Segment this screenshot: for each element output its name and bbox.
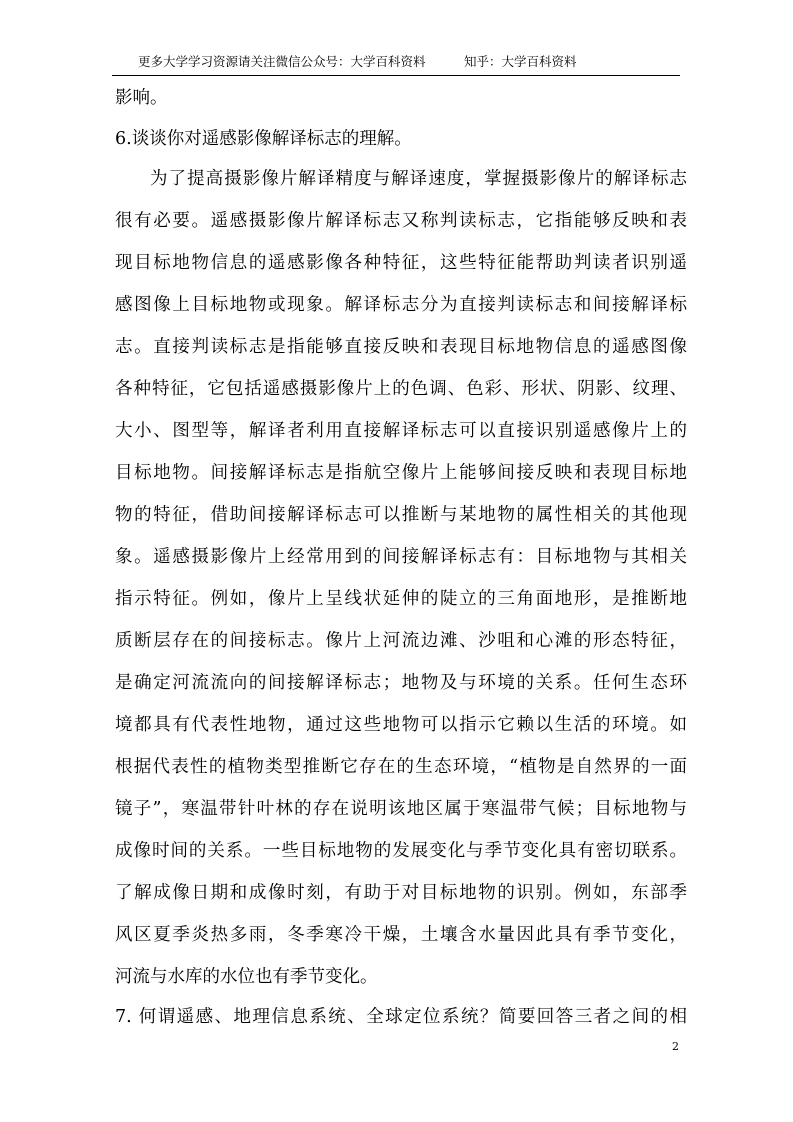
text-line: 影响。 xyxy=(115,88,168,108)
header-right-text: 知乎：大学百科资料 xyxy=(464,54,577,69)
text-line: 感图像上目标地物或现象。解译标志分为直接判读标志和间接解译标 xyxy=(115,295,687,315)
text-line: 物的特征，借助间接解译标志可以推断与某地物的属性相关的其他现 xyxy=(115,505,687,525)
page-number: 2 xyxy=(672,1040,679,1053)
text-line: 象。遥感摄影像片上经常用到的间接解译标志有：目标地物与其相关 xyxy=(115,547,687,567)
text-line: 镜子”，寒温带针叶林的存在说明该地区属于寒温带气候；目标地物与 xyxy=(115,799,687,819)
text-line: 了解成像日期和成像时刻，有助于对目标地物的识别。例如，东部季 xyxy=(115,883,687,903)
text-line: 大小、图型等，解译者利用直接解译标志可以直接识别遥感像片上的 xyxy=(115,421,687,441)
question-7-title: 7. 何谓遥感、地理信息系统、全球定位系统？简要回答三者之间的相 xyxy=(115,1007,687,1027)
text-line: 志。直接判读标志是指能够直接反映和表现目标地物信息的遥感图像 xyxy=(115,337,687,357)
text-line: 风区夏季炎热多雨，冬季寒冷干燥，土壤含水量因此具有季节变化， xyxy=(115,925,687,945)
header-left-text: 更多大学学习资源请关注微信公众号：大学百科资料 xyxy=(138,54,426,69)
text-line: 为了提高摄影像片解译精度与解译速度，掌握摄影像片的解译标志 xyxy=(150,169,687,189)
text-line: 各种特征，它包括遥感摄影像片上的色调、色彩、形状、阴影、纹理、 xyxy=(115,379,687,399)
text-line: 境都具有代表性地物，通过这些地物可以指示它赖以生活的环境。如 xyxy=(115,715,687,735)
text-line: 很有必要。遥感摄影像片解译标志又称判读标志，它指能够反映和表 xyxy=(115,211,687,231)
text-line: 现目标地物信息的遥感影像各种特征，这些特征能帮助判读者识别遥 xyxy=(115,253,687,273)
page-header xyxy=(112,52,680,72)
text-line: 河流与水库的水位也有季节变化。 xyxy=(115,967,378,987)
question-6-title: 6.谈谈你对遥感影像解译标志的理解。 xyxy=(115,129,412,149)
text-line: 成像时间的关系。一些目标地物的发展变化与季节变化具有密切联系。 xyxy=(115,841,687,861)
text-line: 根据代表性的植物类型推断它存在的生态环境，“植物是自然界的一面 xyxy=(115,757,687,777)
text-line: 指示特征。例如，像片上呈线状延伸的陡立的三角面地形，是推断地 xyxy=(115,589,687,609)
text-line: 目标地物。间接解译标志是指航空像片上能够间接反映和表现目标地 xyxy=(115,463,687,483)
header-rule xyxy=(112,75,680,76)
text-line: 是确定河流流向的间接解译标志；地物及与环境的关系。任何生态环 xyxy=(115,673,687,693)
text-line: 质断层存在的间接标志。像片上河流边滩、沙咀和心滩的形态特征， xyxy=(115,631,687,651)
